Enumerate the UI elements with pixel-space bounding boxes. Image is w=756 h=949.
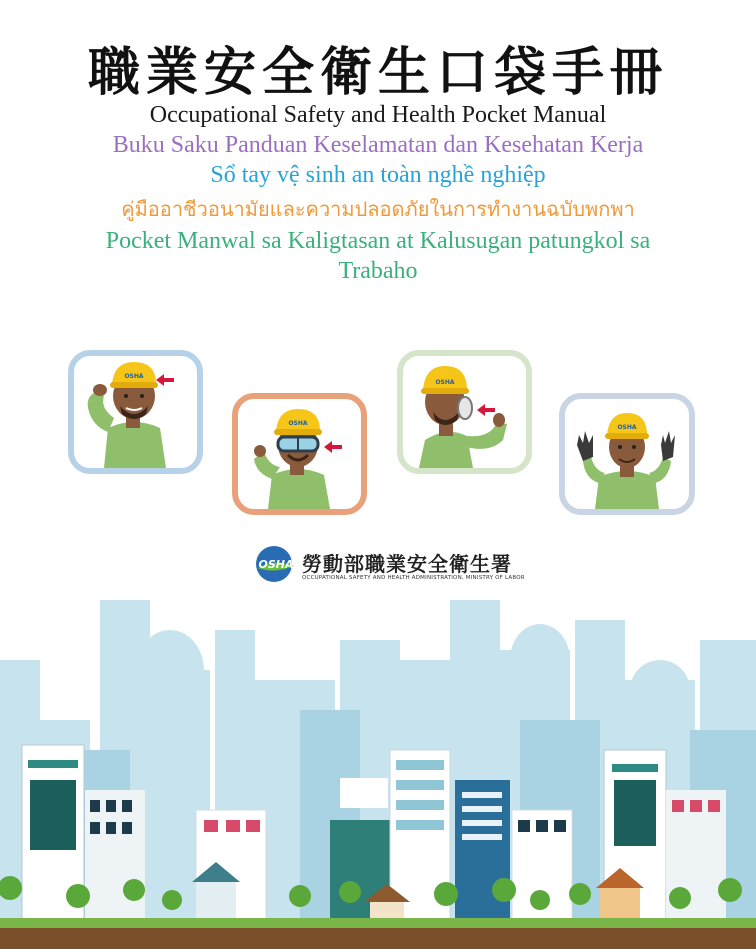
subtitle-vietnamese: Sổ tay vệ sinh an toàn nghề nghiệp xyxy=(210,162,546,188)
arrow-icon xyxy=(477,404,495,416)
helmet-logo-text: OSHA xyxy=(617,424,637,431)
agency-name-chinese: 勞動部職業安全衛生署 xyxy=(302,552,512,576)
grass-strip xyxy=(0,918,756,928)
card-worker-pointing-helmet xyxy=(68,350,203,474)
helmet-logo-text: OSHA xyxy=(435,379,455,386)
glove-icon xyxy=(577,431,593,461)
earmuff-icon xyxy=(458,397,472,419)
worker-pointing-earmuffs-illustration xyxy=(403,356,526,468)
subtitle-tagalog-line2: Trabaho xyxy=(338,258,418,284)
card-worker-raising-gloves xyxy=(559,393,695,515)
worker-pointing-helmet-illustration xyxy=(74,356,197,468)
glove-icon xyxy=(661,431,675,461)
subtitle-tagalog xyxy=(0,226,756,286)
soil-strip xyxy=(0,928,756,949)
arrow-icon xyxy=(324,441,342,453)
worker-pointing-goggles-illustration xyxy=(238,399,361,509)
osha-logo-text: OSHA xyxy=(258,558,294,571)
city-skyline-illustration xyxy=(0,600,756,949)
helmet-logo-text: OSHA xyxy=(124,373,144,380)
helmet-logo-text: OSHA xyxy=(288,420,308,427)
subtitle-indonesian: Buku Saku Panduan Keselamatan dan Kesehatan Kerja xyxy=(112,132,644,158)
agency-name-english: OCCUPATIONAL SAFETY AND HEALTH ADMINISTRATION, MINISTRY OF LABOR xyxy=(302,575,525,581)
subtitle-thai: คู่มืออาชีวอนามัยและความปลอดภัยในการทำงานฉบับพกพา xyxy=(121,197,635,221)
osha-logo xyxy=(254,544,300,584)
subtitle-english: Occupational Safety and Health Pocket Manual xyxy=(149,102,607,128)
title-chinese: 職業安全衛生口袋手冊 xyxy=(87,42,668,103)
worker-raising-gloves-illustration xyxy=(565,399,689,509)
card-worker-pointing-goggles xyxy=(232,393,367,515)
card-worker-pointing-earmuffs xyxy=(397,350,532,474)
subtitle-tagalog-line1: Pocket Manwal sa Kaligtasan at Kalusugan patungkol sa xyxy=(105,228,651,254)
arrow-icon xyxy=(156,374,174,386)
